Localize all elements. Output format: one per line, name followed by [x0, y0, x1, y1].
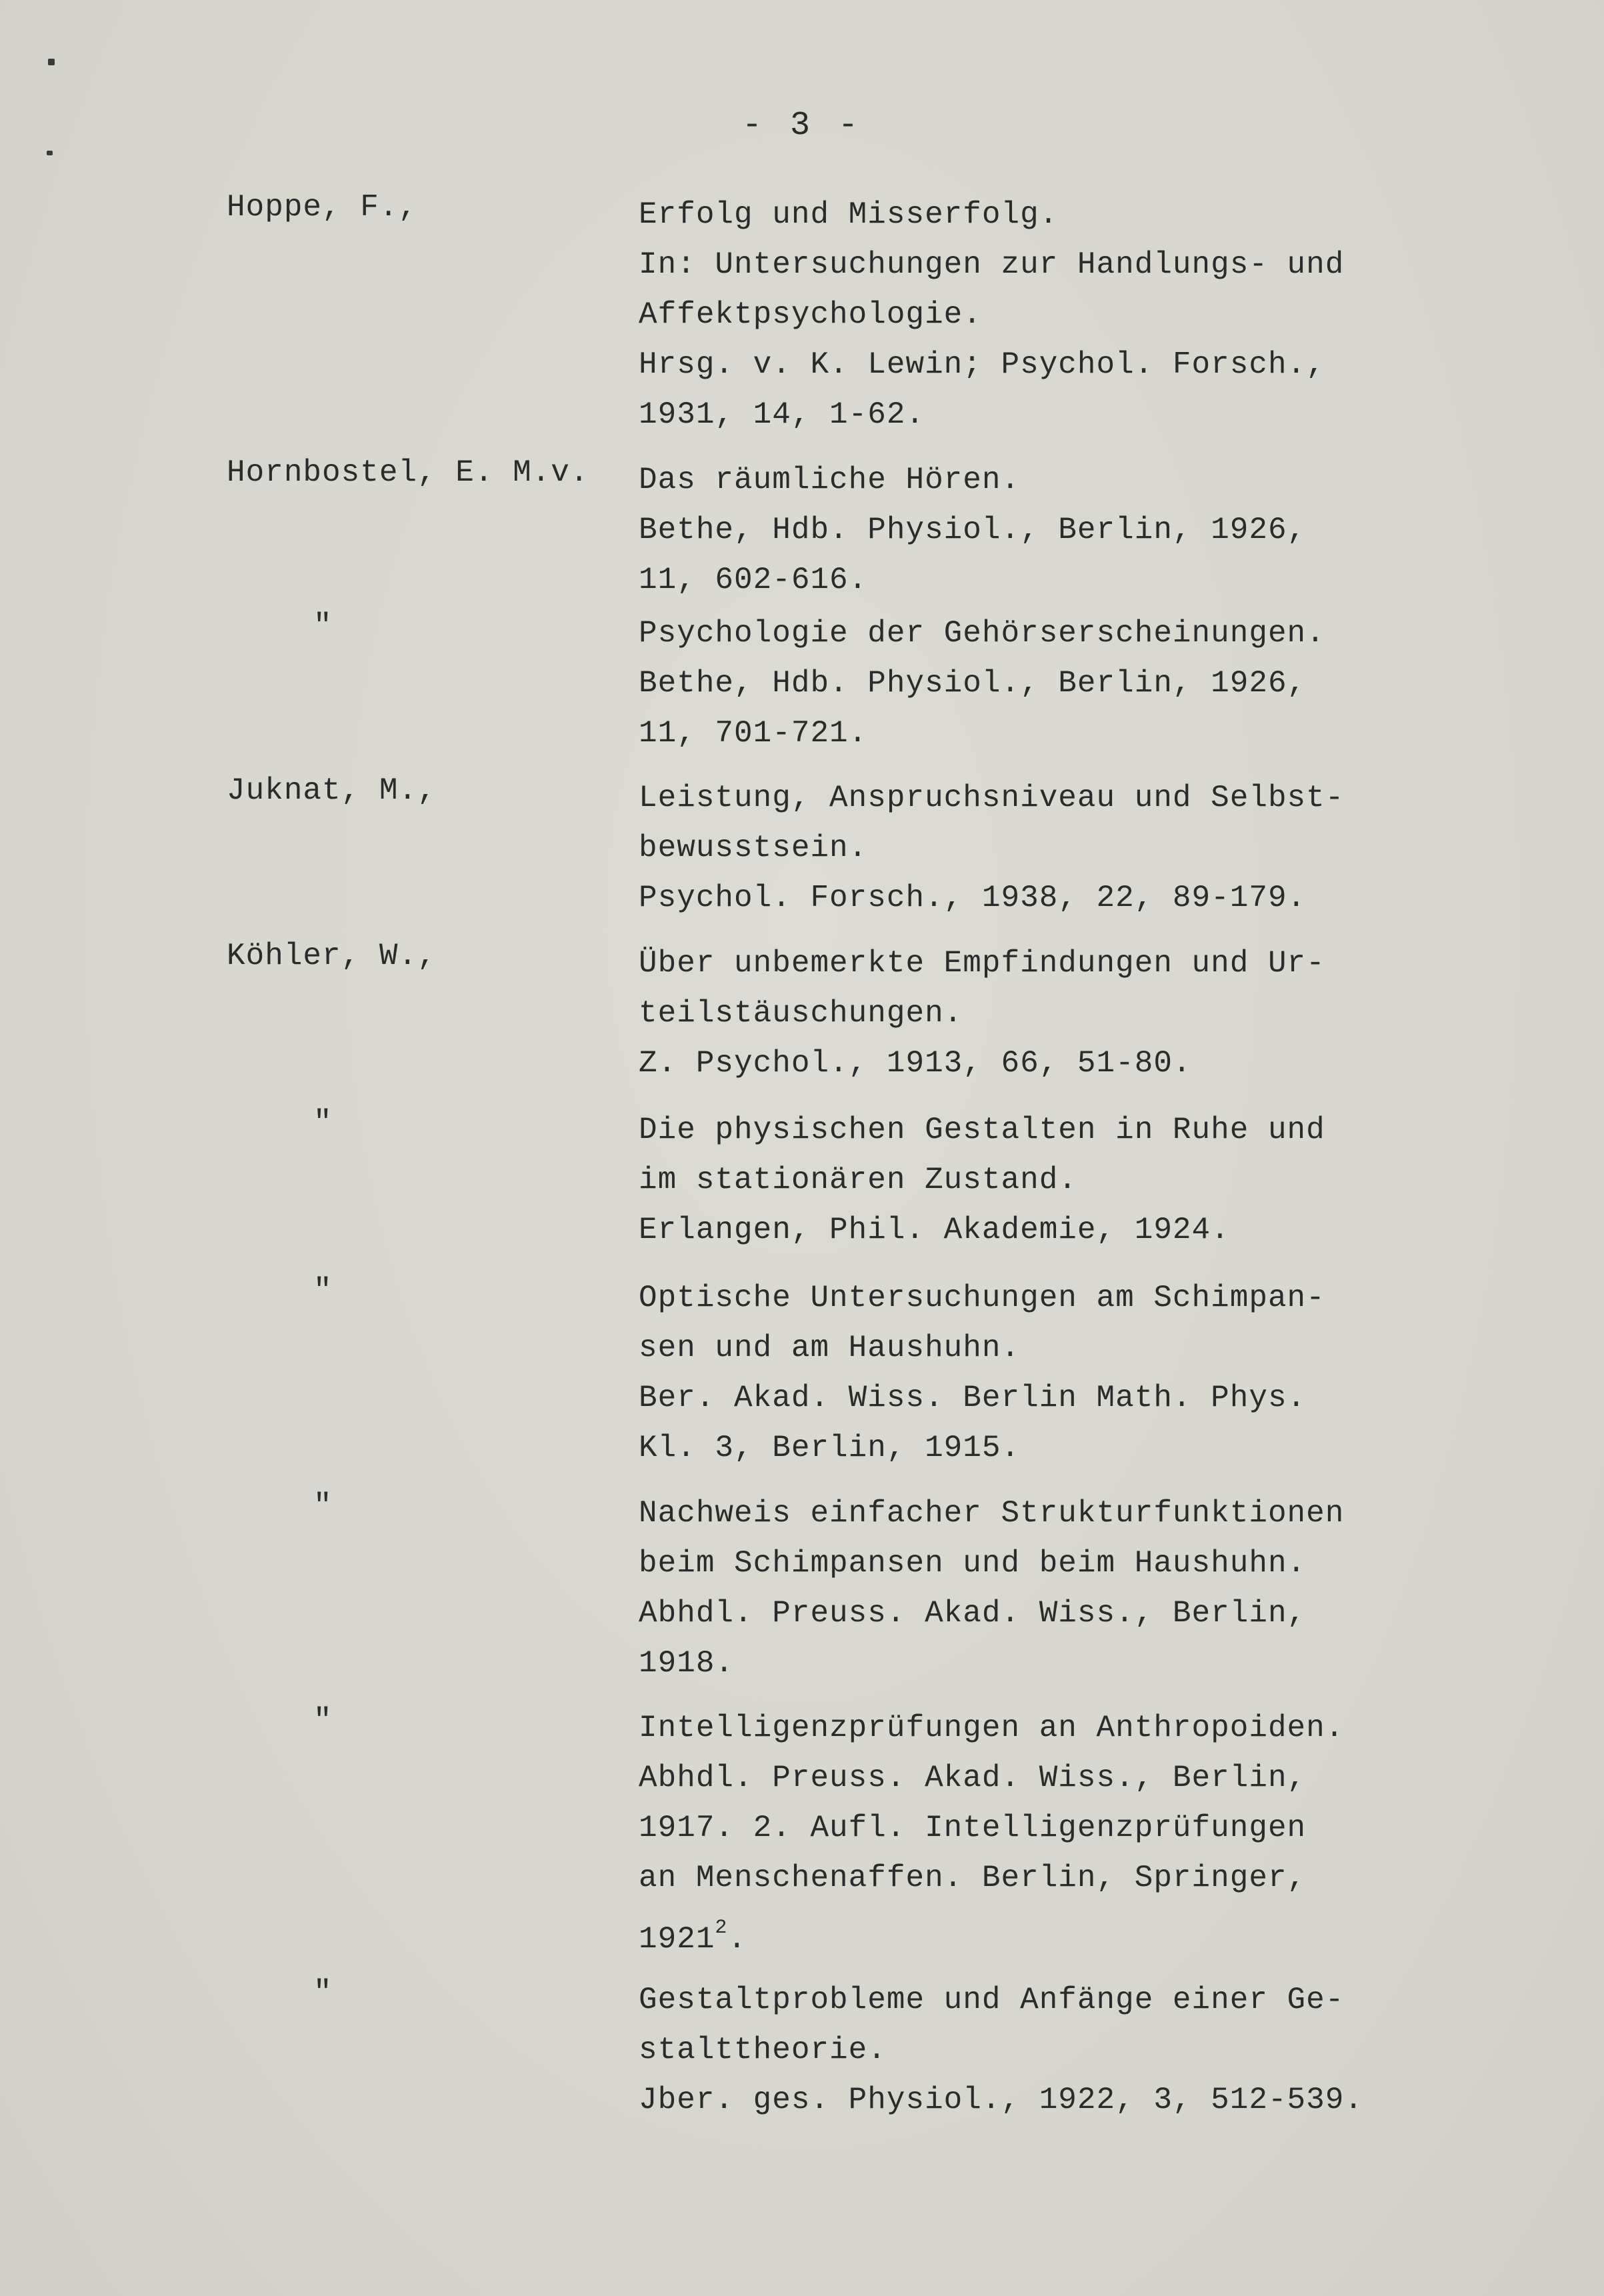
citation-line: sen und am Haushuhn. [639, 1331, 1021, 1365]
citation-line: Ber. Akad. Wiss. Berlin Math. Phys. [639, 1381, 1307, 1415]
edition-superscript: 2 [715, 1917, 728, 1939]
citation-line: 11, 701-721. [639, 716, 868, 751]
citation-line: Nachweis einfacher Strukturfunktionen [639, 1496, 1345, 1531]
entry-citation [639, 1105, 1505, 1255]
citation-line: Jber. ges. Physiol., 1922, 3, 512-539. [639, 2083, 1363, 2117]
ditto-mark: " [313, 1975, 332, 2010]
citation-line: Erlangen, Phil. Akademie, 1924. [639, 1213, 1230, 1247]
entry-citation [639, 190, 1505, 440]
citation-line: stalttheorie. [639, 2033, 887, 2067]
entry-author: Juknat, M., [227, 773, 437, 808]
entry-citation [639, 455, 1505, 605]
ditto-mark: " [313, 1703, 332, 1738]
citation-line: In: Untersuchungen zur Handlungs- und [639, 247, 1345, 282]
citation-line: Bethe, Hdb. Physiol., Berlin, 1926, [639, 513, 1307, 547]
citation-line: im stationären Zustand. [639, 1163, 1077, 1197]
entry-citation [639, 1273, 1505, 1473]
margin-mark [47, 151, 53, 155]
page-number: - 3 - [741, 107, 863, 145]
entry-citation [639, 1489, 1505, 1689]
citation-line: 1917. 2. Aufl. Intelligenzprüfungen [639, 1811, 1307, 1845]
citation-line: beim Schimpansen und beim Haushuhn. [639, 1546, 1307, 1581]
citation-line: Gestaltprobleme und Anfänge einer Ge- [639, 1983, 1345, 2017]
margin-mark [48, 59, 55, 65]
ditto-mark: " [313, 1105, 332, 1140]
citation-line: bewusstsein. [639, 831, 868, 865]
ditto-mark: " [313, 609, 332, 643]
entry-citation [639, 1703, 1505, 1957]
citation-line: 11, 602-616. [639, 563, 868, 597]
citation-line: Abhdl. Preuss. Akad. Wiss., Berlin, [639, 1761, 1307, 1795]
entry-citation [639, 1975, 1505, 2125]
citation-line: Leistung, Anspruchsniveau und Selbst- [639, 781, 1345, 815]
citation-line: Optische Untersuchungen am Schimpan- [639, 1281, 1325, 1315]
citation-line [639, 1903, 1505, 1957]
citation-line: 1918. [639, 1646, 735, 1681]
citation-line: teilstäuschungen. [639, 996, 963, 1031]
citation-line: Z. Psychol., 1913, 66, 51-80. [639, 1046, 1192, 1081]
entry-citation [639, 609, 1505, 759]
citation-line: Die physischen Gestalten in Ruhe und [639, 1113, 1325, 1147]
entry-author: Hoppe, F., [227, 190, 418, 225]
ditto-mark: " [313, 1489, 332, 1523]
citation-line: Erfolg und Misserfolg. [639, 197, 1059, 232]
citation-line: Abhdl. Preuss. Akad. Wiss., Berlin, [639, 1596, 1307, 1631]
citation-period: . [727, 1922, 747, 1957]
entry-citation [639, 773, 1505, 923]
citation-line: Über unbemerkte Empfindungen und Ur- [639, 946, 1325, 981]
citation-year: 1921 [639, 1922, 715, 1957]
citation-line: Das räumliche Hören. [639, 463, 1021, 497]
entry-citation [639, 939, 1505, 1089]
ditto-mark: " [313, 1273, 332, 1308]
citation-line: Kl. 3, Berlin, 1915. [639, 1431, 1021, 1465]
citation-line: Hrsg. v. K. Lewin; Psychol. Forsch., [639, 347, 1325, 382]
citation-line: Bethe, Hdb. Physiol., Berlin, 1926, [639, 666, 1307, 701]
citation-line: an Menschenaffen. Berlin, Springer, [639, 1861, 1307, 1895]
citation-line: Psychol. Forsch., 1938, 22, 89-179. [639, 881, 1307, 915]
citation-line: Affektpsychologie. [639, 297, 982, 332]
citation-line: Intelligenzprüfungen an Anthropoiden. [639, 1711, 1345, 1745]
entry-author: Hornbostel, E. M.v. [227, 455, 589, 490]
citation-line: Psychologie der Gehörserscheinungen. [639, 616, 1325, 651]
entry-author: Köhler, W., [227, 939, 437, 973]
citation-line: 1931, 14, 1-62. [639, 397, 925, 432]
